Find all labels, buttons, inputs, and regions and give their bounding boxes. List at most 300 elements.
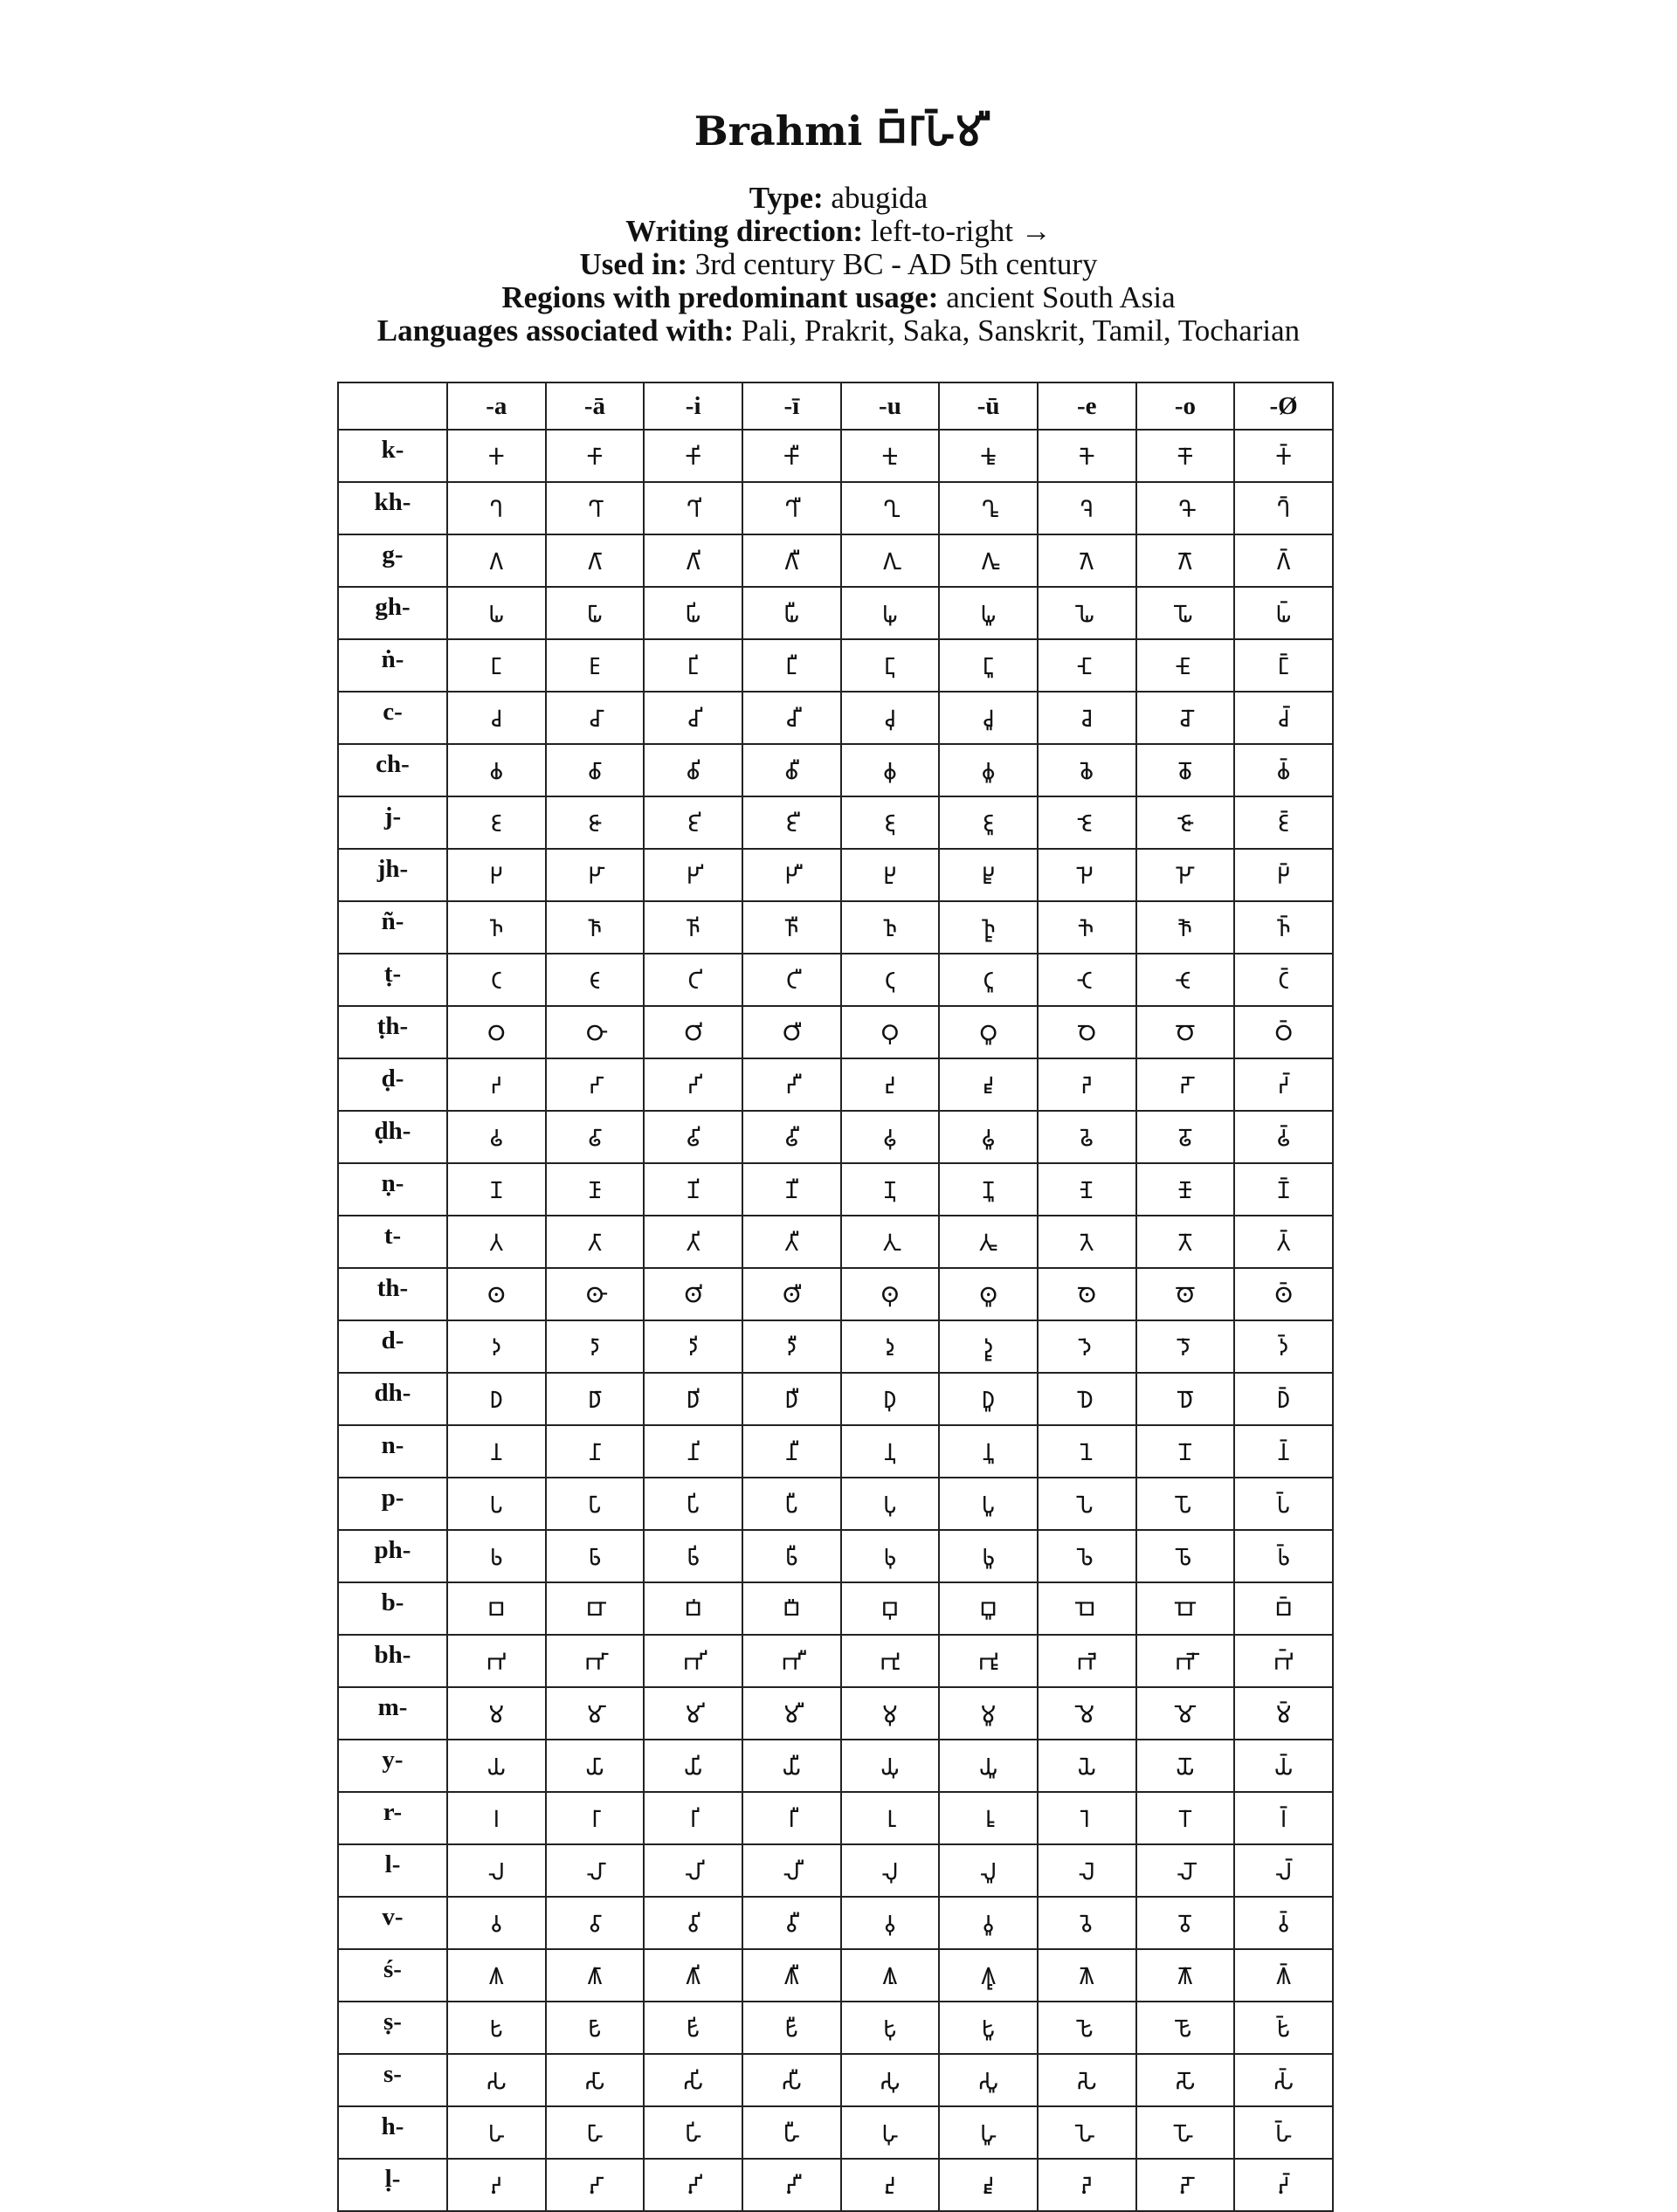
syllable-glyph: 𑀦𑁂 xyxy=(1038,1425,1136,1478)
syllable-glyph: 𑀬𑁆 xyxy=(1234,1740,1333,1792)
syllable-glyph: 𑀚𑀺 xyxy=(644,796,742,849)
syllable-glyph: 𑀣𑀻 xyxy=(742,1268,841,1320)
header-vowel-o: -o xyxy=(1136,382,1235,430)
syllable-glyph: 𑀴 xyxy=(447,2159,546,2211)
syllable-glyph: 𑀗𑀽 xyxy=(939,639,1038,692)
syllable-glyph: 𑀖𑀸 xyxy=(546,587,645,639)
syllable-glyph: 𑀨𑀻 xyxy=(742,1530,841,1582)
syllable-glyph: 𑀧𑀸 xyxy=(546,1478,645,1530)
syllable-glyph: 𑀕𑀼 xyxy=(841,534,940,587)
consonant-label: gh- xyxy=(338,587,447,639)
syllable-glyph: 𑀡𑀻 xyxy=(742,1163,841,1216)
syllable-glyph: 𑀞𑁂 xyxy=(1038,1006,1136,1058)
syllable-glyph: 𑀕𑁂 xyxy=(1038,534,1136,587)
syllable-glyph: 𑀢𑀸 xyxy=(546,1216,645,1268)
syllable-glyph: 𑀦𑀸 xyxy=(546,1425,645,1478)
header-vowel-uu: -ū xyxy=(939,382,1038,430)
syllable-glyph: 𑀗 xyxy=(447,639,546,692)
syllable-glyph: 𑀩𑁄 xyxy=(1136,1582,1235,1635)
table-row xyxy=(338,1058,1333,1111)
syllable-glyph: 𑀔𑀸 xyxy=(546,482,645,534)
info-writing-direction xyxy=(0,215,1677,248)
syllable-glyph: 𑀧𑁂 xyxy=(1038,1478,1136,1530)
syllable-glyph: 𑀰𑁂 xyxy=(1038,1949,1136,2002)
syllable-glyph: 𑀬𑁂 xyxy=(1038,1740,1136,1792)
syllable-glyph: 𑀪𑀼 xyxy=(841,1635,940,1687)
syllable-glyph: 𑀮𑀸 xyxy=(546,1844,645,1897)
syllable-glyph: 𑀱𑀽 xyxy=(939,2002,1038,2054)
header-vowel-u: -u xyxy=(841,382,940,430)
syllable-glyph: 𑀤𑀼 xyxy=(841,1320,940,1373)
syllable-glyph: 𑀭𑀺 xyxy=(644,1792,742,1844)
syllable-glyph: 𑀬𑁄 xyxy=(1136,1740,1235,1792)
consonant-label: r- xyxy=(338,1792,447,1844)
syllable-glyph: 𑀮𑀽 xyxy=(939,1844,1038,1897)
syllable-glyph: 𑀔𑀼 xyxy=(841,482,940,534)
syllable-glyph: 𑀬𑀺 xyxy=(644,1740,742,1792)
syllable-glyph: 𑀜𑀸 xyxy=(546,901,645,954)
syllable-glyph: 𑀦𑀻 xyxy=(742,1425,841,1478)
syllable-glyph: 𑀝𑁂 xyxy=(1038,954,1136,1006)
syllable-glyph: 𑀕 xyxy=(447,534,546,587)
consonant-label: c- xyxy=(338,692,447,744)
syllable-glyph: 𑀰𑀺 xyxy=(644,1949,742,2002)
table-row xyxy=(338,849,1333,901)
syllable-glyph: 𑀰𑀼 xyxy=(841,1949,940,2002)
syllable-glyph: 𑀲𑀻 xyxy=(742,2054,841,2106)
syllable-glyph: 𑀤𑁆 xyxy=(1234,1320,1333,1373)
info-used-in xyxy=(0,248,1677,281)
syllable-glyph: 𑀟𑀽 xyxy=(939,1058,1038,1111)
syllable-glyph: 𑀢𑀼 xyxy=(841,1216,940,1268)
info-value: ancient South Asia xyxy=(938,280,1176,314)
syllable-glyph: 𑀰𑀻 xyxy=(742,1949,841,2002)
syllable-glyph: 𑀯𑀸 xyxy=(546,1897,645,1949)
syllable-glyph: 𑀜𑁆 xyxy=(1234,901,1333,954)
syllable-glyph: 𑀡𑁄 xyxy=(1136,1163,1235,1216)
syllable-glyph: 𑀓 xyxy=(447,430,546,482)
syllable-glyph: 𑀚𑁂 xyxy=(1038,796,1136,849)
syllable-glyph: 𑀯𑁆 xyxy=(1234,1897,1333,1949)
consonant-label: ḷ- xyxy=(338,2159,447,2211)
consonant-label: m- xyxy=(338,1687,447,1740)
table-row xyxy=(338,1425,1333,1478)
table-row xyxy=(338,1635,1333,1687)
syllable-glyph: 𑀚𑀸 xyxy=(546,796,645,849)
syllable-glyph: 𑀟𑁂 xyxy=(1038,1058,1136,1111)
syllable-glyph: 𑀓𑀽 xyxy=(939,430,1038,482)
syllable-glyph: 𑀞𑀽 xyxy=(939,1006,1038,1058)
syllable-glyph: 𑀣𑁆 xyxy=(1234,1268,1333,1320)
table-row xyxy=(338,587,1333,639)
syllable-glyph: 𑀗𑁆 xyxy=(1234,639,1333,692)
consonant-label: bh- xyxy=(338,1635,447,1687)
syllable-glyph: 𑀫𑀼 xyxy=(841,1687,940,1740)
syllable-glyph: 𑀡𑁂 xyxy=(1038,1163,1136,1216)
syllable-glyph: 𑀰 xyxy=(447,1949,546,2002)
consonant-label: jh- xyxy=(338,849,447,901)
syllable-glyph: 𑀓𑀻 xyxy=(742,430,841,482)
table-row xyxy=(338,1111,1333,1163)
syllable-glyph: 𑀭𑀼 xyxy=(841,1792,940,1844)
syllable-glyph: 𑀡𑁆 xyxy=(1234,1163,1333,1216)
syllable-glyph: 𑀛𑁆 xyxy=(1234,849,1333,901)
header-vowel-i: -i xyxy=(644,382,742,430)
syllable-glyph: 𑀞𑀸 xyxy=(546,1006,645,1058)
syllable-glyph: 𑀨𑁄 xyxy=(1136,1530,1235,1582)
syllable-glyph: 𑀤𑀺 xyxy=(644,1320,742,1373)
syllable-glyph: 𑀰𑁆 xyxy=(1234,1949,1333,2002)
info-label: Regions with predominant usage: xyxy=(501,280,939,314)
syllable-glyph: 𑀧𑀽 xyxy=(939,1478,1038,1530)
syllable-glyph: 𑀨𑀸 xyxy=(546,1530,645,1582)
syllable-glyph: 𑀞𑀻 xyxy=(742,1006,841,1058)
syllable-glyph: 𑀚𑁆 xyxy=(1234,796,1333,849)
consonant-label: ph- xyxy=(338,1530,447,1582)
consonant-label: dh- xyxy=(338,1373,447,1425)
syllable-glyph: 𑀴𑁄 xyxy=(1136,2159,1235,2211)
consonant-label: d- xyxy=(338,1320,447,1373)
consonant-label: v- xyxy=(338,1897,447,1949)
syllable-glyph: 𑀖𑁄 xyxy=(1136,587,1235,639)
syllable-glyph: 𑀱𑀸 xyxy=(546,2002,645,2054)
syllable-glyph: 𑀫𑀽 xyxy=(939,1687,1038,1740)
syllable-glyph: 𑀴𑀻 xyxy=(742,2159,841,2211)
syllable-glyph: 𑀢𑀺 xyxy=(644,1216,742,1268)
syllable-glyph: 𑀫𑀺 xyxy=(644,1687,742,1740)
info-value: 3rd century BC - AD 5th century xyxy=(687,247,1098,281)
table-row xyxy=(338,796,1333,849)
consonant-label: ñ- xyxy=(338,901,447,954)
syllable-glyph: 𑀠𑁄 xyxy=(1136,1111,1235,1163)
syllable-glyph: 𑀜𑀼 xyxy=(841,901,940,954)
syllable-glyph: 𑀲𑀼 xyxy=(841,2054,940,2106)
syllable-glyph: 𑀧𑀺 xyxy=(644,1478,742,1530)
syllable-glyph: 𑀞𑁆 xyxy=(1234,1006,1333,1058)
syllable-glyph: 𑀝𑁆 xyxy=(1234,954,1333,1006)
syllable-glyph: 𑀗𑀺 xyxy=(644,639,742,692)
syllable-glyph: 𑀔𑁄 xyxy=(1136,482,1235,534)
syllable-glyph: 𑀠𑁆 xyxy=(1234,1111,1333,1163)
syllable-glyph: 𑀰𑀽 xyxy=(939,1949,1038,2002)
info-label: Writing direction: xyxy=(625,214,864,248)
syllable-glyph: 𑀠𑀽 xyxy=(939,1111,1038,1163)
syllable-glyph: 𑀢𑀻 xyxy=(742,1216,841,1268)
header-corner xyxy=(338,382,447,430)
consonant-label: th- xyxy=(338,1268,447,1320)
syllable-glyph: 𑀳𑀻 xyxy=(742,2106,841,2159)
consonant-label: ch- xyxy=(338,744,447,796)
syllable-glyph: 𑀱𑁆 xyxy=(1234,2002,1333,2054)
table-row xyxy=(338,1530,1333,1582)
syllable-glyph: 𑀟𑀻 xyxy=(742,1058,841,1111)
consonant-label: p- xyxy=(338,1478,447,1530)
table-row xyxy=(338,1687,1333,1740)
syllable-glyph: 𑀴𑀼 xyxy=(841,2159,940,2211)
syllable-glyph: 𑀦𑀺 xyxy=(644,1425,742,1478)
syllable-glyph: 𑀨𑁂 xyxy=(1038,1530,1136,1582)
syllable-glyph: 𑀳𑀺 xyxy=(644,2106,742,2159)
syllable-glyph: 𑀟𑁆 xyxy=(1234,1058,1333,1111)
syllable-glyph: 𑀚𑀻 xyxy=(742,796,841,849)
table-row xyxy=(338,1897,1333,1949)
syllable-glyph: 𑀦𑁆 xyxy=(1234,1425,1333,1478)
syllable-glyph: 𑀖𑀼 xyxy=(841,587,940,639)
consonant-label: y- xyxy=(338,1740,447,1792)
syllable-glyph: 𑀴𑀸 xyxy=(546,2159,645,2211)
syllable-glyph: 𑀛𑀽 xyxy=(939,849,1038,901)
syllable-glyph: 𑀛𑀻 xyxy=(742,849,841,901)
syllable-glyph: 𑀪𑀻 xyxy=(742,1635,841,1687)
syllable-glyph: 𑀠𑁂 xyxy=(1038,1111,1136,1163)
header-row xyxy=(338,382,1333,430)
syllable-glyph: 𑀪𑀸 xyxy=(546,1635,645,1687)
syllable-glyph: 𑀬𑀽 xyxy=(939,1740,1038,1792)
syllable-glyph: 𑀳𑁂 xyxy=(1038,2106,1136,2159)
syllable-glyph: 𑀚𑁄 xyxy=(1136,796,1235,849)
syllable-glyph: 𑀳𑁄 xyxy=(1136,2106,1235,2159)
syllable-glyph: 𑀤𑀸 xyxy=(546,1320,645,1373)
syllable-glyph: 𑀕𑁆 xyxy=(1234,534,1333,587)
syllable-glyph: 𑀓𑀸 xyxy=(546,430,645,482)
syllable-glyph: 𑀛𑁄 xyxy=(1136,849,1235,901)
syllable-glyph: 𑀴𑁆 xyxy=(1234,2159,1333,2211)
syllable-glyph: 𑀤 xyxy=(447,1320,546,1373)
syllable-glyph: 𑀗𑀼 xyxy=(841,639,940,692)
consonant-label: ḍ- xyxy=(338,1058,447,1111)
table-row xyxy=(338,534,1333,587)
syllable-glyph: 𑀮𑀼 xyxy=(841,1844,940,1897)
table-row xyxy=(338,430,1333,482)
table-row xyxy=(338,1268,1333,1320)
syllable-glyph: 𑀜𑀻 xyxy=(742,901,841,954)
syllable-glyph: 𑀮𑁆 xyxy=(1234,1844,1333,1897)
syllable-glyph: 𑀙𑀽 xyxy=(939,744,1038,796)
syllable-glyph: 𑀔 xyxy=(447,482,546,534)
syllable-glyph: 𑀙𑁄 xyxy=(1136,744,1235,796)
table-row xyxy=(338,1582,1333,1635)
syllable-glyph: 𑀪𑁄 xyxy=(1136,1635,1235,1687)
syllable-glyph: 𑀭 xyxy=(447,1792,546,1844)
syllable-glyph: 𑀣 xyxy=(447,1268,546,1320)
consonant-label: t- xyxy=(338,1216,447,1268)
syllable-glyph: 𑀔𑁆 xyxy=(1234,482,1333,534)
syllable-glyph: 𑀣𑁄 xyxy=(1136,1268,1235,1320)
syllable-glyph: 𑀘𑁆 xyxy=(1234,692,1333,744)
consonant-label: ḍh- xyxy=(338,1111,447,1163)
syllable-glyph: 𑀞𑁄 xyxy=(1136,1006,1235,1058)
syllable-glyph: 𑀨𑀼 xyxy=(841,1530,940,1582)
syllable-glyph: 𑀡𑀽 xyxy=(939,1163,1038,1216)
syllable-glyph: 𑀳𑀼 xyxy=(841,2106,940,2159)
header-vowel-a: -a xyxy=(447,382,546,430)
syllable-glyph: 𑀳𑁆 xyxy=(1234,2106,1333,2159)
info-value: abugida xyxy=(823,181,928,215)
syllable-glyph: 𑀮𑁂 xyxy=(1038,1844,1136,1897)
syllable-glyph: 𑀯𑀽 xyxy=(939,1897,1038,1949)
syllable-glyph: 𑀬𑀼 xyxy=(841,1740,940,1792)
syllable-glyph: 𑀙𑀻 xyxy=(742,744,841,796)
syllable-glyph: 𑀢𑁆 xyxy=(1234,1216,1333,1268)
table-row xyxy=(338,1373,1333,1425)
info-type xyxy=(0,182,1677,215)
syllable-glyph: 𑀓𑁂 xyxy=(1038,430,1136,482)
table-row xyxy=(338,954,1333,1006)
syllable-glyph: 𑀠𑀻 xyxy=(742,1111,841,1163)
syllable-glyph: 𑀓𑁄 xyxy=(1136,430,1235,482)
syllable-glyph: 𑀜𑀺 xyxy=(644,901,742,954)
table-row xyxy=(338,1163,1333,1216)
syllable-glyph: 𑀦𑀽 xyxy=(939,1425,1038,1478)
syllable-glyph: 𑀙𑀼 xyxy=(841,744,940,796)
syllable-glyph: 𑀢𑁂 xyxy=(1038,1216,1136,1268)
syllable-glyph: 𑀣𑀸 xyxy=(546,1268,645,1320)
syllable-glyph: 𑀓𑀼 xyxy=(841,430,940,482)
table-row xyxy=(338,1478,1333,1530)
syllable-glyph: 𑀳 xyxy=(447,2106,546,2159)
syllable-glyph: 𑀘𑁄 xyxy=(1136,692,1235,744)
syllable-glyph: 𑀦𑁄 xyxy=(1136,1425,1235,1478)
info-label: Used in: xyxy=(579,247,687,281)
syllable-glyph: 𑀛𑀸 xyxy=(546,849,645,901)
syllable-glyph: 𑀲𑀸 xyxy=(546,2054,645,2106)
syllable-glyph: 𑀮𑁄 xyxy=(1136,1844,1235,1897)
syllable-glyph: 𑀤𑁂 xyxy=(1038,1320,1136,1373)
syllable-glyph: 𑀚𑀼 xyxy=(841,796,940,849)
syllable-glyph: 𑀘𑀸 xyxy=(546,692,645,744)
syllable-glyph: 𑀴𑁂 xyxy=(1038,2159,1136,2211)
syllable-glyph: 𑀡𑀼 xyxy=(841,1163,940,1216)
syllable-glyph: 𑀱 xyxy=(447,2002,546,2054)
table-row xyxy=(338,1320,1333,1373)
syllable-glyph: 𑀯𑀺 xyxy=(644,1897,742,1949)
syllable-glyph: 𑀲𑁆 xyxy=(1234,2054,1333,2106)
header-vowel-none: -Ø xyxy=(1234,382,1333,430)
info-regions xyxy=(0,281,1677,314)
table-row xyxy=(338,1844,1333,1897)
syllable-glyph: 𑀝𑀻 xyxy=(742,954,841,1006)
syllable-glyph: 𑀠 xyxy=(447,1111,546,1163)
syllable-glyph: 𑀟𑀼 xyxy=(841,1058,940,1111)
consonant-label: ṭh- xyxy=(338,1006,447,1058)
syllable-glyph: 𑀟𑀸 xyxy=(546,1058,645,1111)
syllable-glyph: 𑀰𑀸 xyxy=(546,1949,645,2002)
table-row xyxy=(338,2002,1333,2054)
syllable-glyph: 𑀟 xyxy=(447,1058,546,1111)
syllable-glyph: 𑀬 xyxy=(447,1740,546,1792)
syllable-glyph: 𑀛𑀺 xyxy=(644,849,742,901)
syllable-glyph: 𑀨𑀽 xyxy=(939,1530,1038,1582)
syllable-glyph: 𑀮 xyxy=(447,1844,546,1897)
syllable-glyph: 𑀧𑁄 xyxy=(1136,1478,1235,1530)
syllable-glyph: 𑀥𑁆 xyxy=(1234,1373,1333,1425)
syllable-glyph: 𑀧𑁆 xyxy=(1234,1478,1333,1530)
syllable-glyph: 𑀔𑀺 xyxy=(644,482,742,534)
syllable-glyph: 𑀗𑁂 xyxy=(1038,639,1136,692)
syllable-glyph: 𑀭𑀻 xyxy=(742,1792,841,1844)
syllable-glyph: 𑀱𑁄 xyxy=(1136,2002,1235,2054)
syllable-glyph: 𑀭𑁆 xyxy=(1234,1792,1333,1844)
table-row xyxy=(338,744,1333,796)
syllable-glyph: 𑀟𑀺 xyxy=(644,1058,742,1111)
syllable-glyph: 𑀮𑀻 xyxy=(742,1844,841,1897)
syllable-glyph: 𑀘𑀻 xyxy=(742,692,841,744)
syllable-glyph: 𑀧 xyxy=(447,1478,546,1530)
consonant-label: g- xyxy=(338,534,447,587)
syllable-glyph: 𑀫𑁆 xyxy=(1234,1687,1333,1740)
syllable-glyph: 𑀗𑀸 xyxy=(546,639,645,692)
table-row xyxy=(338,2054,1333,2106)
syllable-glyph: 𑀤𑁄 xyxy=(1136,1320,1235,1373)
syllable-glyph: 𑀭𑁄 xyxy=(1136,1792,1235,1844)
syllable-glyph: 𑀪𑀽 xyxy=(939,1635,1038,1687)
syllable-glyph: 𑀱𑀻 xyxy=(742,2002,841,2054)
syllable-glyph: 𑀩𑀻 xyxy=(742,1582,841,1635)
syllable-glyph: 𑀙𑁆 xyxy=(1234,744,1333,796)
syllable-glyph: 𑀔𑀽 xyxy=(939,482,1038,534)
syllable-glyph: 𑀪𑀺 xyxy=(644,1635,742,1687)
syllable-glyph: 𑀥𑁄 xyxy=(1136,1373,1235,1425)
table-row xyxy=(338,2159,1333,2211)
syllable-glyph: 𑀪𑁂 xyxy=(1038,1635,1136,1687)
syllable-glyph: 𑀱𑀼 xyxy=(841,2002,940,2054)
consonant-label: l- xyxy=(338,1844,447,1897)
syllable-glyph: 𑀴𑀺 xyxy=(644,2159,742,2211)
syllable-glyph: 𑀢𑁄 xyxy=(1136,1216,1235,1268)
syllable-glyph: 𑀩𑀽 xyxy=(939,1582,1038,1635)
table-row xyxy=(338,1949,1333,2002)
syllable-glyph: 𑀣𑀺 xyxy=(644,1268,742,1320)
syllable-glyph: 𑀕𑀻 xyxy=(742,534,841,587)
consonant-label: kh- xyxy=(338,482,447,534)
syllable-glyph: 𑀙𑁂 xyxy=(1038,744,1136,796)
syllable-glyph: 𑀩𑁆 xyxy=(1234,1582,1333,1635)
syllable-glyph: 𑀤𑀽 xyxy=(939,1320,1038,1373)
consonant-label: h- xyxy=(338,2106,447,2159)
syllable-glyph: 𑀥𑀽 xyxy=(939,1373,1038,1425)
syllable-glyph: 𑀖𑀺 xyxy=(644,587,742,639)
syllable-glyph: 𑀲𑀽 xyxy=(939,2054,1038,2106)
syllable-glyph: 𑀞𑀼 xyxy=(841,1006,940,1058)
syllable-glyph: 𑀩 xyxy=(447,1582,546,1635)
syllable-glyph: 𑀔𑁂 xyxy=(1038,482,1136,534)
table-body xyxy=(338,430,1333,2211)
header-vowel-ii: -ī xyxy=(742,382,841,430)
consonant-label: ṅ- xyxy=(338,639,447,692)
syllable-glyph: 𑀪 xyxy=(447,1635,546,1687)
syllable-glyph: 𑀥𑀺 xyxy=(644,1373,742,1425)
syllable-glyph: 𑀚𑀽 xyxy=(939,796,1038,849)
page-title: Brahmi 𑀩𑁆𑀭𑀸𑀳𑁆𑀫𑀻 xyxy=(694,107,983,155)
syllable-glyph: 𑀣𑀽 xyxy=(939,1268,1038,1320)
syllable-glyph: 𑀝𑁄 xyxy=(1136,954,1235,1006)
syllable-glyph: 𑀦𑀼 xyxy=(841,1425,940,1478)
table-row xyxy=(338,1792,1333,1844)
syllable-glyph: 𑀣𑀼 xyxy=(841,1268,940,1320)
info-languages xyxy=(0,314,1677,348)
syllable-glyph: 𑀛 xyxy=(447,849,546,901)
syllable-glyph: 𑀲 xyxy=(447,2054,546,2106)
syllable-glyph: 𑀨𑁆 xyxy=(1234,1530,1333,1582)
syllable-glyph: 𑀘𑀼 xyxy=(841,692,940,744)
syllable-glyph: 𑀡 xyxy=(447,1163,546,1216)
syllable-glyph: 𑀛𑁂 xyxy=(1038,849,1136,901)
syllable-glyph: 𑀕𑁄 xyxy=(1136,534,1235,587)
consonant-label: ṣ- xyxy=(338,2002,447,2054)
consonant-label: s- xyxy=(338,2054,447,2106)
syllable-glyph: 𑀥𑀸 xyxy=(546,1373,645,1425)
header-vowel-aa: -ā xyxy=(546,382,645,430)
